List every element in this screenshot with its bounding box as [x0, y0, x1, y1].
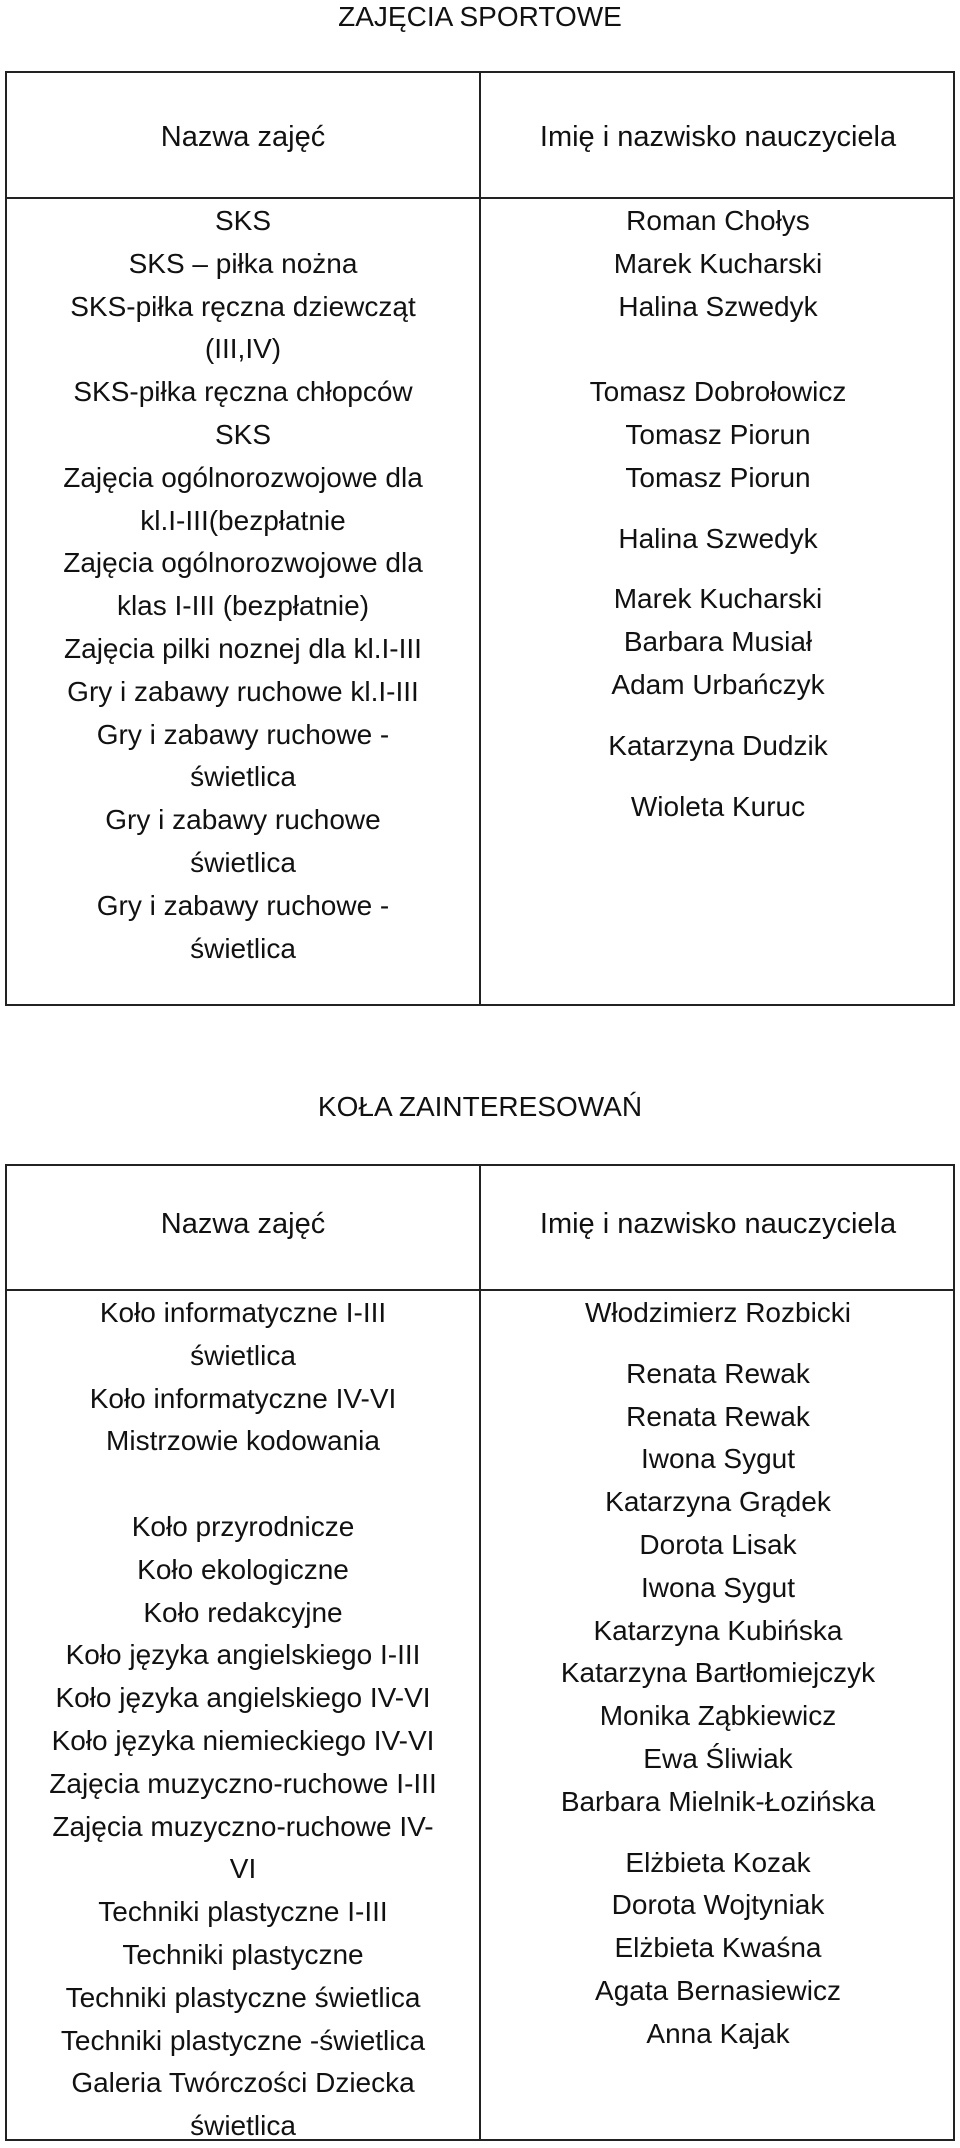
sports-table: [5, 71, 955, 1006]
clubs-teachers-column: [481, 1292, 955, 2056]
list-item: Iwona Sygut: [640, 1443, 796, 1475]
list-item: Katarzyna Bartłomiejczyk: [560, 1657, 876, 1689]
row-gap: [481, 707, 955, 725]
list-item: SKS: [214, 205, 272, 236]
list-item: Włodzimierz Rozbicki: [584, 1297, 852, 1328]
header-divider: [7, 197, 953, 199]
list-item: Iwona Sygut: [640, 1571, 796, 1603]
list-item: Roman Chołys: [626, 205, 810, 236]
list-item: Koło informatyczne I-III: [99, 1297, 387, 1328]
list-item: Elżbieta Kwaśna: [614, 1932, 822, 1964]
list-item: Dorota Lisak: [639, 1528, 797, 1560]
list-item: Adam Urbańczyk: [611, 668, 825, 700]
sports-heading: ZAJĘCIA SPORTOWE: [338, 1, 622, 32]
list-item: Marek Kucharski: [613, 247, 823, 279]
row-gap: [481, 1335, 955, 1353]
list-item: Techniki plastyczne: [122, 1938, 364, 1970]
list-item: Tomasz Dobrołowicz: [589, 376, 847, 408]
header-teacher: Imię i nazwisko nauczyciela: [539, 1208, 897, 1240]
list-item: Gry i zabawy ruchowe kl.I-III: [67, 675, 419, 707]
clubs-heading: KOŁA ZAINTERESOWAŃ: [317, 1091, 643, 1122]
list-item: Halina Szwedyk: [618, 290, 818, 322]
list-item: kl.I-III(bezpłatnie: [140, 504, 346, 536]
list-item: świetlica: [190, 761, 296, 793]
list-item: świetlica: [190, 932, 296, 964]
list-item: SKS – piłka nożna: [128, 247, 358, 279]
list-item: Barbara Mielnik-Łozińska: [560, 1785, 876, 1817]
list-item: Wioleta Kuruc: [630, 790, 806, 822]
list-item: Gry i zabawy ruchowe -: [96, 718, 390, 750]
list-item: Halina Szwedyk: [618, 522, 818, 554]
row-gap: [481, 500, 955, 518]
clubs-table: [5, 1164, 955, 2141]
list-item: świetlica: [190, 846, 296, 878]
list-item: Zajęcia ogólnorozwojowe dla: [63, 547, 423, 579]
list-item: Tomasz Piorun: [625, 461, 811, 493]
list-item: Monika Ząbkiewicz: [599, 1700, 837, 1732]
list-item: Gry i zabawy ruchowe -: [96, 889, 390, 921]
list-item: klas I-III (bezpłatnie): [116, 590, 370, 622]
list-item: Barbara Musiał: [623, 626, 813, 658]
row-gap: [481, 328, 955, 371]
header-teacher: Imię i nazwisko nauczyciela: [539, 121, 897, 153]
clubs-names-column: [7, 1292, 479, 2148]
row-gap: [7, 1463, 479, 1506]
list-item: SKS-piłka ręczna dziewcząt: [70, 290, 416, 322]
list-item: SKS-piłka ręczna chłopców: [73, 376, 413, 408]
header-name: Nazwa zajęć: [160, 1208, 326, 1240]
list-item: Gry i zabawy ruchowe: [105, 804, 381, 836]
list-item: Zajęcia muzyczno-ruchowe IV-: [52, 1810, 434, 1842]
list-item: Techniki plastyczne I-III: [98, 1896, 388, 1928]
list-item: Ewa Śliwiak: [643, 1742, 793, 1774]
sports-teachers-column: [481, 200, 955, 828]
list-item: Techniki plastyczne świetlica: [65, 1981, 421, 2013]
list-item: świetlica: [190, 1339, 296, 1371]
header-name: Nazwa zajęć: [160, 121, 326, 153]
list-item: Koło języka niemieckiego IV-VI: [51, 1724, 435, 1756]
list-item: VI: [229, 1853, 257, 1885]
list-item: Katarzyna Kubińska: [593, 1614, 843, 1646]
sports-names-column: [7, 200, 479, 970]
list-item: Koło języka angielskiego I-III: [65, 1639, 421, 1671]
list-item: Techniki plastyczne -świetlica: [60, 2024, 426, 2056]
list-item: Katarzyna Dudzik: [608, 729, 828, 761]
list-item: Agata Bernasiewicz: [595, 1974, 841, 2006]
list-item: Renata Rewak: [626, 1400, 810, 1432]
list-item: Zajęcia ogólnorozwojowe dla: [63, 461, 423, 493]
list-item: Renata Rewak: [626, 1357, 810, 1389]
row-gap: [481, 768, 955, 786]
list-item: Katarzyna Grądek: [605, 1486, 831, 1518]
list-item: Dorota Wojtyniak: [611, 1889, 825, 1921]
row-gap: [481, 1824, 955, 1842]
list-item: Koło ekologiczne: [137, 1553, 349, 1585]
list-item: Anna Kajak: [646, 2017, 790, 2049]
list-item: (III,IV): [204, 333, 282, 365]
list-item: Marek Kucharski: [613, 583, 823, 615]
list-item: Mistrzowie kodowania: [106, 1425, 380, 1457]
list-item: Zajęcia muzyczno-ruchowe I-III: [49, 1767, 437, 1799]
list-item: Koło informatyczne IV-VI: [89, 1382, 397, 1414]
list-item: Koło przyrodnicze: [131, 1510, 355, 1542]
list-item: Koło redakcyjne: [143, 1596, 343, 1628]
header-divider: [7, 1289, 953, 1291]
list-item: Zajęcia pilki noznej dla kl.I-III: [64, 632, 422, 664]
list-item: świetlica: [190, 2110, 296, 2142]
list-item: Elżbieta Kozak: [625, 1846, 811, 1878]
row-gap: [481, 560, 955, 578]
list-item: Koło języka angielskiego IV-VI: [55, 1682, 431, 1714]
list-item: Galeria Twórczości Dziecka: [71, 2067, 415, 2099]
list-item: SKS: [214, 418, 272, 450]
list-item: Tomasz Piorun: [625, 418, 811, 450]
